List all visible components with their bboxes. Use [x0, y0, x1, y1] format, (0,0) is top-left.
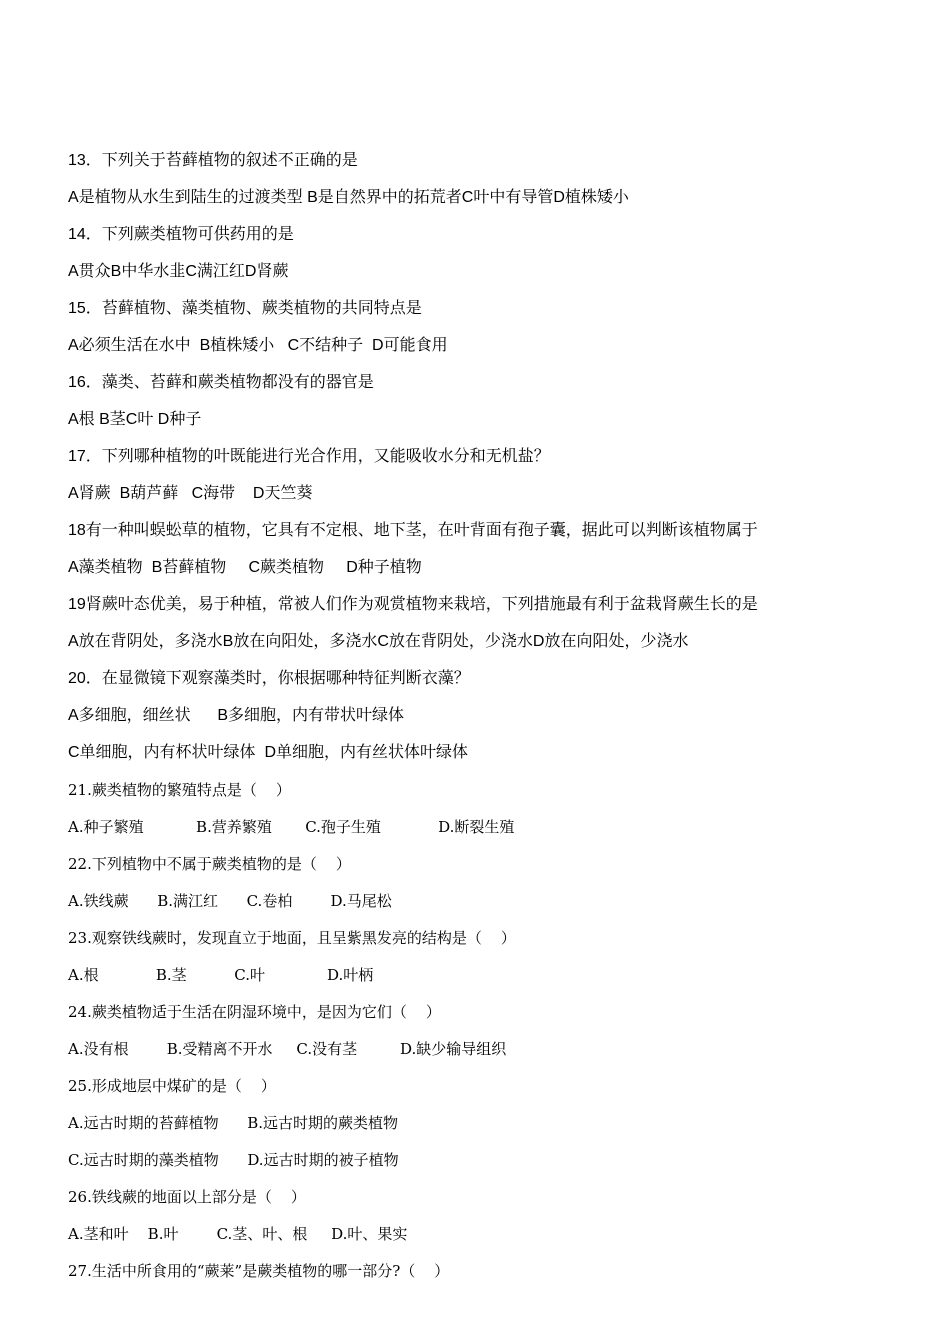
question-22-options: A.铁线蕨 B.满江红 C.卷柏 D.马尾松 [68, 892, 392, 910]
question-21-options: A.种子繁殖 B.营养繁殖 C.孢子生殖 D.断裂生殖 [68, 818, 515, 836]
question-14: 14．下列蕨类植物可供药用的是 [68, 226, 294, 243]
question-25-options-ab: A.远古时期的苔藓植物 B.远古时期的蕨类植物 [68, 1114, 399, 1132]
question-22: 22.下列植物中不属于蕨类植物的是（ ） [68, 855, 351, 873]
question-15: 15．苔藓植物、藻类植物、蕨类植物的共同特点是 [68, 300, 422, 317]
question-21: 21.蕨类植物的繁殖特点是（ ） [68, 781, 291, 799]
question-27: 27.生活中所食用的“蕨莱”是蕨类植物的哪一部分?（ ） [68, 1262, 450, 1280]
question-23-options: A.根 B.茎 C.叶 D.叶柄 [68, 966, 374, 984]
question-14-options: A贯众B中华水韭C满江红D肾蕨 [68, 263, 289, 280]
question-18: 18有一种叫蜈蚣草的植物，它具有不定根、地下茎，在叶背面有孢子囊，据此可以判断该植物属于 [68, 522, 758, 539]
question-18-options: A藻类植物 B苔藓植物 C蕨类植物 D种子植物 [68, 559, 422, 576]
question-16: 16．藻类、苔藓和蕨类植物都没有的器官是 [68, 374, 374, 391]
question-13: 13．下列关于苔藓植物的叙述不正确的是 [68, 152, 358, 169]
question-19-options: A放在背阴处，多浇水B放在向阳处，多浇水C放在背阴处，少浇水D放在向阳处，少浇水 [68, 633, 689, 650]
question-25-options-cd: C.远古时期的藻类植物 D.远古时期的被子植物 [68, 1151, 399, 1169]
question-26-options: A.茎和叶 B.叶 C.茎、叶、根 D.叶、果实 [68, 1225, 408, 1243]
question-26: 26.铁线蕨的地面以上部分是（ ） [68, 1188, 306, 1206]
question-24: 24.蕨类植物适于生活在阴湿环境中，是因为它们（ ） [68, 1003, 441, 1021]
question-13-options: A是植物从水生到陆生的过渡类型 B是自然界中的拓荒者C叶中有导管D植株矮小 [68, 189, 629, 206]
question-17-options: A肾蕨 B葫芦藓 C海带 D天竺葵 [68, 485, 313, 502]
question-list [68, 146, 908, 1293]
question-25: 25.形成地层中煤矿的是（ ） [68, 1077, 276, 1095]
question-23: 23.观察铁线蕨时，发现直立于地面，且呈紫黑发亮的结构是（ ） [68, 929, 516, 947]
question-16-options: A根 B茎C叶 D种子 [68, 411, 202, 428]
question-19: 19肾蕨叶态优美，易于种植，常被人们作为观赏植物来栽培，下列措施最有利于盆栽肾蕨生长的是 [68, 596, 758, 613]
question-15-options: A必须生活在水中 B植株矮小 C不结种子 D可能食用 [68, 337, 448, 354]
question-20-options-ab: A多细胞，细丝状 B多细胞，内有带状叶绿体 [68, 707, 405, 724]
question-24-options: A.没有根 B.受精离不开水 C.没有茎 D.缺少输导组织 [68, 1040, 507, 1058]
question-20: 20．在显微镜下观察藻类时，你根据哪种特征判断衣藻？ [68, 670, 470, 687]
question-17: 17．下列哪种植物的叶既能进行光合作用，又能吸收水分和无机盐？ [68, 448, 550, 465]
question-20-options-cd: C单细胞，内有杯状叶绿体 D单细胞，内有丝状体叶绿体 [68, 744, 469, 761]
